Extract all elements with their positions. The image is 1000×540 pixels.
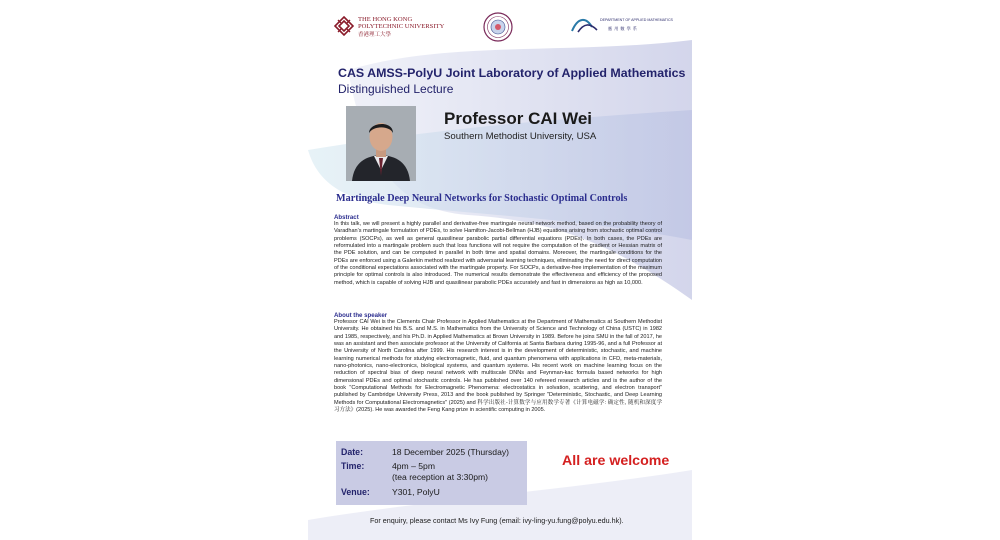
poster-header	[308, 0, 692, 46]
speaker-photo	[346, 106, 416, 181]
dept-logo-icon	[570, 15, 600, 35]
lab-title: CAS AMSS-PolyU Joint Laboratory of Applied Mathematics	[338, 66, 686, 80]
speaker-portrait-image	[346, 106, 416, 181]
talk-title: Martingale Deep Neural Networks for Stochastic Optimal Controls	[336, 193, 628, 204]
speaker-name: Professor CAI Wei	[444, 109, 593, 128]
event-details-box	[336, 441, 527, 505]
time-label: Time:	[341, 461, 365, 471]
polyu-emblem-icon	[334, 16, 354, 36]
venue-label: Venue:	[341, 487, 370, 497]
speaker-affiliation: Southern Methodist University, USA	[444, 131, 597, 142]
speaker-bio-text: Professor CAI Wei is the Clements Chair Professor in Applied Mathematics at the Department of Mathematics at Southern Methodist University. He obtained his B.S. and M.S. in Mathematics from the University of Science and Technology of China (USTC) in 1982 and 1985, respectively, and his Ph.D. in Applied Mathematics at Brown University in 1989. Before he joins SMU in the fall of 2017, he was an assistant and then associate professor at the University of California at Santa Barbara during 1995-96, and a full Professor at the University of North Carolina after 1999. His research interest is in the development of deterministic, stochastic, and machine learning numerical methods for studying electromagnetic, fluid, and quantum phenomena with applications in CFD, meta-materials, nano-photonics, nano-electronics, biological systems, and quantum systems. His recent work on machine learning focus on the reduction of spectral bias of deep neural network with multiscale DNNs and Feynman-kac formula based networks for high dimensional PDEs and optimal stochastic controls. He has published over 140 refereed research articles and is the author of the book "Computational Methods for Electromagnetic Phenomena: electrostatics in solvation, scattering, and electron transport" published by Cambridge University Press, 2013 and the book published by Springer "Deterministic, Stochastic, and Deep Learning Methods for Computational Electromagnetics" (2025) and 科学出版社-计算数学与应用数学专著《计算电磁学: 确定性, 随机和深度学习方法》(2025). He was awarded the Feng Kang prize in scientific computing in 2005.	[334, 319, 662, 414]
polyu-name-zh: 香港理工大學	[358, 32, 392, 38]
dept-name-zh: 應用數學系	[608, 26, 639, 31]
tea-reception-note: (tea reception at 3:30pm)	[392, 472, 489, 482]
date-label: Date:	[341, 447, 363, 457]
polyu-logo	[334, 14, 456, 38]
amss-seal-icon	[483, 12, 513, 42]
lecture-series-title: Distinguished Lecture	[338, 82, 454, 96]
applied-math-dept-logo	[570, 15, 673, 37]
dept-name-en: DEPARTMENT OF APPLIED MATHEMATICS	[600, 18, 673, 22]
abstract-text: In this talk, we will present a highly parallel and derivative-free martingale neural network method, based on the probability theory of Varadhan's martingale formulation of PDEs, to solve Hamilton-Jacobi-Bellman (HJB) equations arising from stochastic optimal control problems (SOCPs), as well as general quasilinear parabolic partial differential equations (PDEs). In both cases, the PDEs are reformulated into a martingale problem such that loss functions will not require the computation of the gradient or Hessian matrix of the PDE solution, and can be computed in parallel in both time and spatial domains. Moreover, the martingale conditions for the PDEs are enforced using a Galerkin method realized with adversarial learning techniques, eliminating the need for direct computation of the conditional expectations associated with the martingale property. For SOCPs, a derivative-free implementation of the maximum principle for optimal controls is also introduced. The numerical results demonstrate the effectiveness and efficiency of the proposed method, which is capable of solving HJB and quasilinear parabolic PDEs accurately and fast in dimensions as high as 10,000.	[334, 221, 662, 286]
speaker-bio-heading: About the speaker	[334, 312, 388, 319]
abstract-heading: Abstract	[334, 214, 359, 221]
enquiry-contact: For enquiry, please contact Ms Ivy Fung (email: ivy-ling-yu.fung@polyu.edu.hk).	[370, 516, 624, 525]
polyu-name-en	[358, 16, 444, 30]
venue-value: Y301, PolyU	[392, 487, 440, 497]
lecture-poster	[308, 0, 692, 540]
date-value: 18 December 2025 (Thursday)	[392, 447, 510, 457]
polyu-name-line1: THE HONG KONG	[358, 16, 413, 23]
polyu-name-line2: POLYTECHNIC UNIVERSITY	[358, 23, 445, 30]
time-value: 4pm – 5pm	[392, 461, 435, 471]
all-welcome-text: All are welcome	[562, 453, 670, 469]
